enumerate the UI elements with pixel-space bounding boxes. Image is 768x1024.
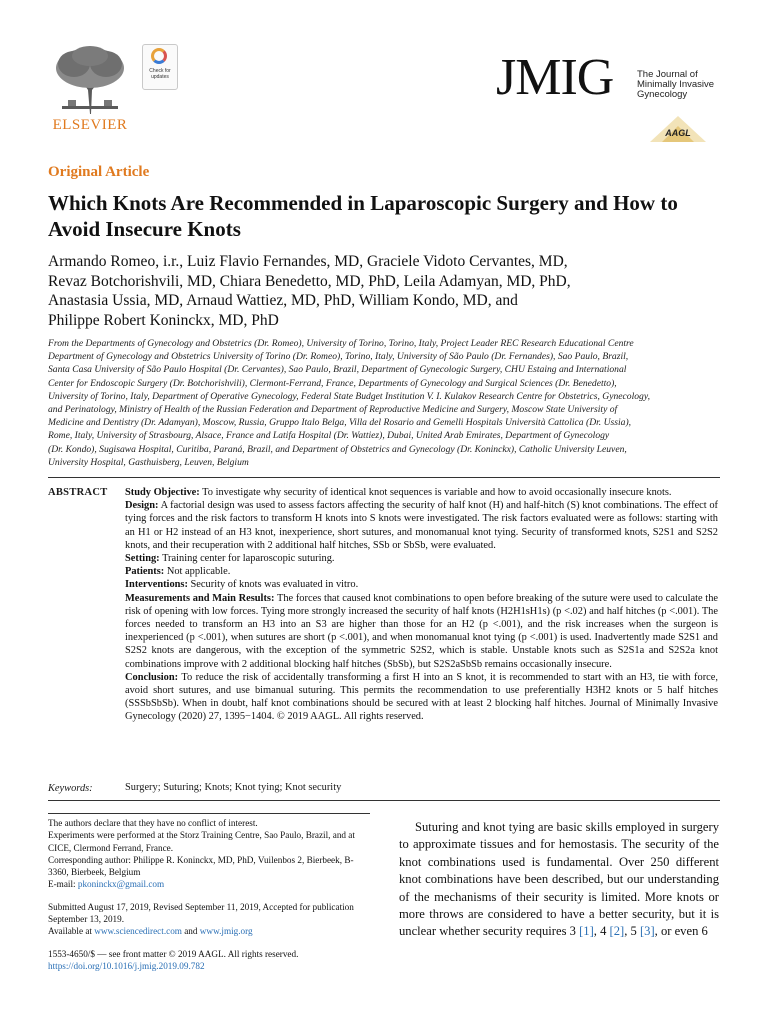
email-link[interactable]: pkoninckx@gmail.com (77, 879, 165, 890)
keywords-bottom-divider (48, 800, 720, 801)
elsevier-wordmark: ELSEVIER (52, 117, 128, 133)
sciencedirect-link[interactable]: www.sciencedirect.com (94, 926, 182, 937)
journal-name-line: Gynecology (637, 89, 688, 100)
available-prefix: Available at (48, 926, 92, 937)
intro-text: , 5 (624, 924, 640, 939)
abstract-heading: Conclusion: (125, 671, 179, 683)
intro-text: , or even 6 (654, 924, 708, 939)
abstract-section-design (125, 499, 718, 552)
abstract-text: Security of knots was evaluated in vitro. (190, 579, 359, 591)
aagl-logo (648, 112, 710, 144)
affiliation-line: Santa Casa University of São Paulo Hospital (Dr. Cervantes), Sao Paulo, Brazil, Department of Gynecologic Surgery, CHU Estaing and International (48, 364, 627, 376)
corresponding-author: Corresponding author: Philippe R. Koninckx, MD, PhD, Vuilenbos 2, Bierbeek, B-3360, Bierbeek, Belgium (48, 854, 354, 878)
abstract-text: To investigate why security of identical knot sequences is variable and how to avoid occasionally insecure knots. (202, 487, 672, 498)
affiliation-line: and Perinatology, Ministry of Health of the Russian Federation and Department of Reproductive Medicine and Surgery, Moscow State University of (48, 404, 618, 416)
affiliations (48, 337, 728, 469)
issn-line: 1553-4650/$ — see front matter © 2019 AAGL. All rights reserved. (48, 948, 299, 959)
check-updates-icon (151, 48, 167, 64)
affiliation-line: University Hospital, Gasthuisberg, Leuven, Belgium (48, 456, 249, 468)
abstract-section-conclusion (125, 671, 718, 724)
submission-dates: Submitted August 17, 2019, Revised September 11, 2019, Accepted for publication September 13, 2019. (48, 901, 354, 925)
experiments-note: Experiments were performed at the Storz Training Centre, Sao Paulo, Brazil, and at CICE, Clermond Ferrand, France. (48, 830, 355, 853)
article-type: Original Article (48, 164, 150, 180)
abstract-heading: Study Objective: (125, 487, 200, 498)
intro-text: , 4 (593, 924, 610, 939)
affiliation-line: Department of Gynecology and Obstetrics University of Torino (Dr. Romeo), Torino, Italy, University of São Paulo (Dr. Fernandes), Sao Paulo, Brazil, (48, 351, 629, 363)
abstract-label: ABSTRACT (48, 487, 108, 498)
affiliation-line: From the Departments of Gynecology and Obstetrics (Dr. Romeo), University of Torino, Torino, Italy, Project Leader REC Research Educational Centre (48, 338, 634, 349)
keywords-label: Keywords: (48, 783, 93, 794)
doi-link[interactable]: https://doi.org/10.1016/j.jmig.2019.09.782 (48, 960, 205, 971)
affiliation-line: Medicine and Dentistry (Dr. Adamyan), Moscow, Russia, Gruppo Italo Belga, Villa del Rosario and Gemelli Hospitals Università Cattolica (Dr. Ussia), (48, 417, 632, 429)
journal-name (637, 70, 714, 100)
footnotes (48, 817, 370, 972)
journal-name-line: Minimally Invasive (637, 79, 715, 90)
email-line (48, 878, 370, 890)
abstract-text: Not applicable. (166, 566, 231, 578)
author-line: Philippe Robert Koninckx, MD, PhD (48, 311, 279, 329)
author-line: Armando Romeo, i.r., Luiz Flavio Fernandes, MD, Graciele Vidoto Cervantes, MD, (48, 253, 568, 270)
affiliation-line: Center for Endoscopic Surgery (Dr. Botchorishvili), Clermont-Ferrand, France, Departments of Gynecology and Surgical Sciences (Dr. Benedetto), (48, 377, 617, 389)
available-and: and (184, 926, 198, 937)
article-title: Which Knots Are Recommended in Laparoscopic Surgery and How to Avoid Insecure Knots (48, 191, 678, 241)
email-label: E-mail: (48, 879, 76, 890)
citation-link[interactable]: [1] (579, 924, 594, 939)
abstract-heading: Setting: (125, 553, 160, 565)
aagl-logo-text: AAGL (665, 128, 691, 138)
footnote-divider (48, 813, 370, 814)
abstract-section-patients (125, 565, 718, 578)
abstract-section-objective (125, 486, 718, 499)
abstract-section-results (125, 592, 718, 671)
conflict-statement: The authors declare that they have no conflict of interest. (48, 818, 258, 828)
abstract-text: A factorial design was used to assess factors affecting the security of half knot (H) and half-hitch (S) knot combinations. The effect of tying forces and the risk factors to transform H knots into S knots were investigated. The risk factors evaluated were as follows: starting with an H1 or H2 instead of an H3 knot, inexperience, short sutures, and monomanual knot tying. Security of transformed knots, S2S1 and S2S2 knots, and their recuperation with 2 additional half hitches, SSb or SbSb, were evaluated. (125, 500, 718, 551)
jmig-link[interactable]: www.jmig.org (199, 926, 253, 937)
check-for-updates-badge[interactable] (142, 44, 178, 90)
abstract-section-interventions (125, 578, 718, 591)
keywords-list: Surgery; Suturing; Knots; Knot tying; Knot security (125, 782, 342, 793)
abstract-top-divider (48, 477, 720, 478)
abstract-text: The forces that caused knot combinations to open before breaking of the suture were used to calculate the risk of opening with low forces. Tying more strongly increased the security of half knots (H2H1sH1s) (p <.02) and half hitches (p <.001). The forces needed to transform an H3 into an S3 are higher than those for an H2 (p <.001), and the risk increases when the surgeon is inexperienced (p <.001), when sutures are short (p <.001), and when monomanual knot tying (p <.001) is used. Inadvertently made S2S1 and S2S2 knots are dangerous, with the exception of the symmetric S2S2, which is stable. Unstable knots such as S2S1a and S2S2a knot combinations improve with 2 additional blocking half hitches (SbSb), but S2S2aSbSb remains occasionally insecure. (125, 592, 718, 670)
abstract-heading: Patients: (125, 566, 165, 578)
journal-name-line: The Journal of (637, 69, 698, 80)
abstract-text: Training center for laparoscopic suturing. (162, 553, 335, 565)
affiliation-line: University of Torino, Italy, Department of Operative Gynecology, Federal State Budget Institution V. I. Kulakov Research Centre for Obstetrics, Gynecology, (48, 390, 650, 402)
abstract-text: To reduce the risk of accidentally transforming a first H into an S knot, it is recommended to start with an H3, tie with force, avoid short sutures, and use bimanual suturing. This permits the recommendation to use preferentially H3H2 knots or 5 half hitches (SSSbSbSb). When in doubt, half knot combinations should be secured with at least 2 blocking half hitches. Journal of Minimally Invasive Gynecology (2020) 27, 1395−1404. © 2019 AAGL. All rights reserved. (125, 671, 718, 723)
intro-text: Suturing and knot tying are basic skills employed in surgery to approximate tissues and for hemostasis. The security of the knot combinations used is fundamental. Over 250 different knot combinations have been described, but our understanding of the mechanisms of their security is limited. More knots or more throws are considered to have a better security, but it is unclear whether security requires 3 (399, 820, 719, 939)
affiliation-line: (Dr. Kondo), Sugisawa Hospital, Curitiba, Paraná, Brazil, and Department of Obstetrics and Gynecology (Dr. Koninckx), Catholic University Leuven, (48, 443, 627, 455)
abstract-heading: Interventions: (125, 579, 188, 591)
author-line: Anastasia Ussia, MD, Arnaud Wattiez, MD, PhD, William Kondo, MD, and (48, 292, 518, 309)
journal-abbrev-logo: JMIG (496, 49, 614, 106)
abstract-heading: Measurements and Main Results: (125, 592, 275, 604)
author-list (48, 252, 728, 330)
abstract-body (125, 486, 718, 724)
citation-link[interactable]: [3] (639, 924, 655, 939)
intro-paragraph (399, 819, 719, 941)
check-updates-label: Check for updates (149, 68, 171, 80)
affiliation-line: Rome, Italy, University of Strasbourg, Alsace, France and Latifa Hospital (Dr. Wattiez), Dubai, United Arab Emirates, Department of Gynecology (48, 430, 610, 442)
abstract-heading: Design: (125, 500, 159, 512)
availability-line (48, 925, 370, 937)
author-line: Revaz Botchorishvili, MD, Chiara Benedetto, MD, PhD, Leila Adamyan, MD, PhD, (48, 272, 571, 290)
citation-link[interactable]: [2] (609, 924, 625, 939)
abstract-section-setting (125, 552, 718, 565)
